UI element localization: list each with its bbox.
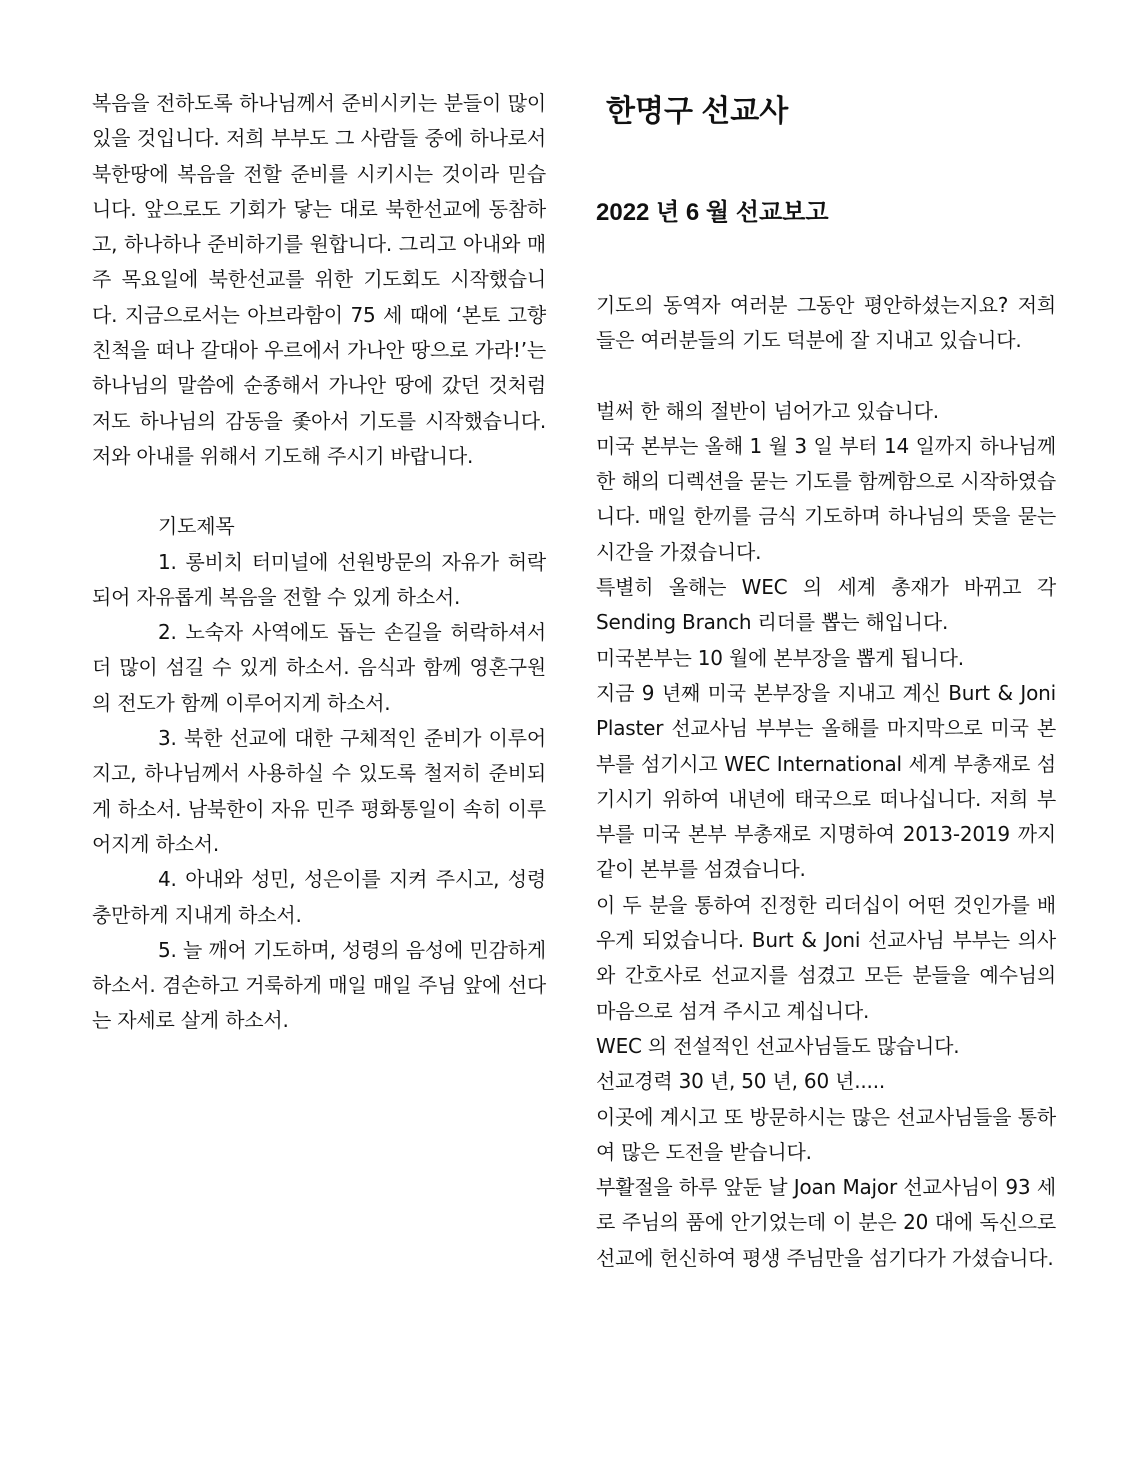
spacer — [92, 474, 546, 509]
report-paragraph: 특별히 올해는 WEC 의 세계 총재가 바뀌고 각 Sending Branch 리더를 뽑는 해입니다. — [596, 575, 1056, 635]
prayer-item-5: 5. 늘 깨어 기도하며, 성령의 음성에 민감하게 하소서. 겸손하고 거룩하게 매일 매일 주님 앞에 선다는 자세로 살게 하소서. — [92, 937, 546, 1033]
prayer-item-3: 3. 북한 선교에 대한 구체적인 준비가 이루어지고, 하나님께서 사용하실 수 있도록 철저히 준비되게 하소서. 남북한이 자유 민주 평화통일이 속히 이루어지게 하소서. — [92, 726, 546, 856]
intro-paragraph: 복음을 전하도록 하나님께서 준비시키는 분들이 많이 있을 것입니다. 저희 부부도 그 사람들 중에 하나로서 북한땅에 복음을 전할 준비를 시키시는 것이라 믿습니다. 앞으로도 기회가 닿는 대로 북한선교에 동참하고, 하나하나 준비하기를 원합니다. 그리고 아내와 매주 목요일에 북한선교를 위한 기도회도 시작했습니다. 지금으로서는 아브라함이 75 세 때에 ‘본토 고향 친척을 떠나 갈대아 우르에서 가나안 땅으로 가라!’는 하나님의 말씀에 순종해서 가나안 땅에 갔던 것처럼 저도 하나님의 감동을 좇아서 기도를 시작했습니다. 저와 아내를 위해서 기도해 주시기 바랍니다. — [92, 91, 546, 468]
prayer-topics-heading: 기도제목 — [158, 514, 235, 539]
report-paragraph: 이 두 분을 통하여 진정한 리더십이 어떤 것인가를 배우게 되었습니다. Burt & Joni 선교사님 부부는 의사와 간호사로 선교지를 섬겼고 모든 분들을 예수님의 마음으로 섬겨 주시고 계십니다. — [596, 892, 1056, 1023]
report-paragraph: 이곳에 계시고 또 방문하시는 많은 선교사님들을 통하여 많은 도전을 받습니다. — [596, 1104, 1056, 1164]
report-paragraph: 벌써 한 해의 절반이 넘어가고 있습니다. — [596, 398, 939, 423]
spacer — [596, 359, 1056, 394]
greeting-paragraph: 기도의 동역자 여러분 그동안 평안하셨는지요? 저희들은 여러분들의 기도 덕분에 잘 지내고 있습니다. — [596, 293, 1056, 353]
report-paragraph: 미국본부는 10 월에 본부장을 뽑게 됩니다. — [596, 645, 964, 670]
report-paragraph: 부활절을 하루 앞둔 날 Joan Major 선교사님이 93 세로 주님의 품에 안기었는데 이 분은 20 대에 독신으로 선교에 헌신하여 평생 주님만을 섬기다가 가셨습니다. — [596, 1175, 1056, 1270]
left-column — [92, 86, 546, 1039]
prayer-item-2: 2. 노숙자 사역에도 돕는 손길을 허락하셔서 더 많이 섬길 수 있게 하소서. 음식과 함께 영혼구원의 전도가 함께 이루어지게 하소서. — [92, 620, 546, 715]
missionary-name-title: 한명구 선교사 — [606, 95, 789, 128]
report-paragraph: WEC 의 전설적인 선교사님들도 많습니다. — [596, 1033, 960, 1058]
prayer-item-4: 4. 아내와 성민, 성은이를 지켜 주시고, 성령 충만하게 지내게 하소서. — [92, 867, 546, 927]
prayer-item-1: 1. 롱비치 터미널에 선원방문의 자유가 허락되어 자유롭게 복음을 전할 수 있게 하소서. — [92, 549, 546, 609]
report-paragraph: 선교경력 30 년, 50 년, 60 년..... — [596, 1069, 886, 1094]
report-title: 2022 년 6 월 선교보고 — [596, 199, 829, 226]
report-paragraph: 지금 9 년째 미국 본부장을 지내고 계신 Burt & Joni Plaster 선교사님 부부는 올해를 마지막으로 미국 본부를 섬기시고 WEC International 세계 부총재로 섬기시기 위하여 내년에 태국으로 떠나십니다. 저희 부부를 미국 본부 부총재로 지명하여 2013-2019 까지 같이 본부를 섬겼습니다. — [596, 680, 1056, 882]
right-column — [596, 86, 1056, 1276]
report-paragraph: 미국 본부는 올해 1 월 3 일 부터 14 일까지 하나님께 한 해의 디렉션을 묻는 기도를 함께함으로 시작하였습니다. 매일 한끼를 금식 기도하며 하나님의 뜻을 묻는 시간을 가졌습니다. — [596, 433, 1056, 564]
